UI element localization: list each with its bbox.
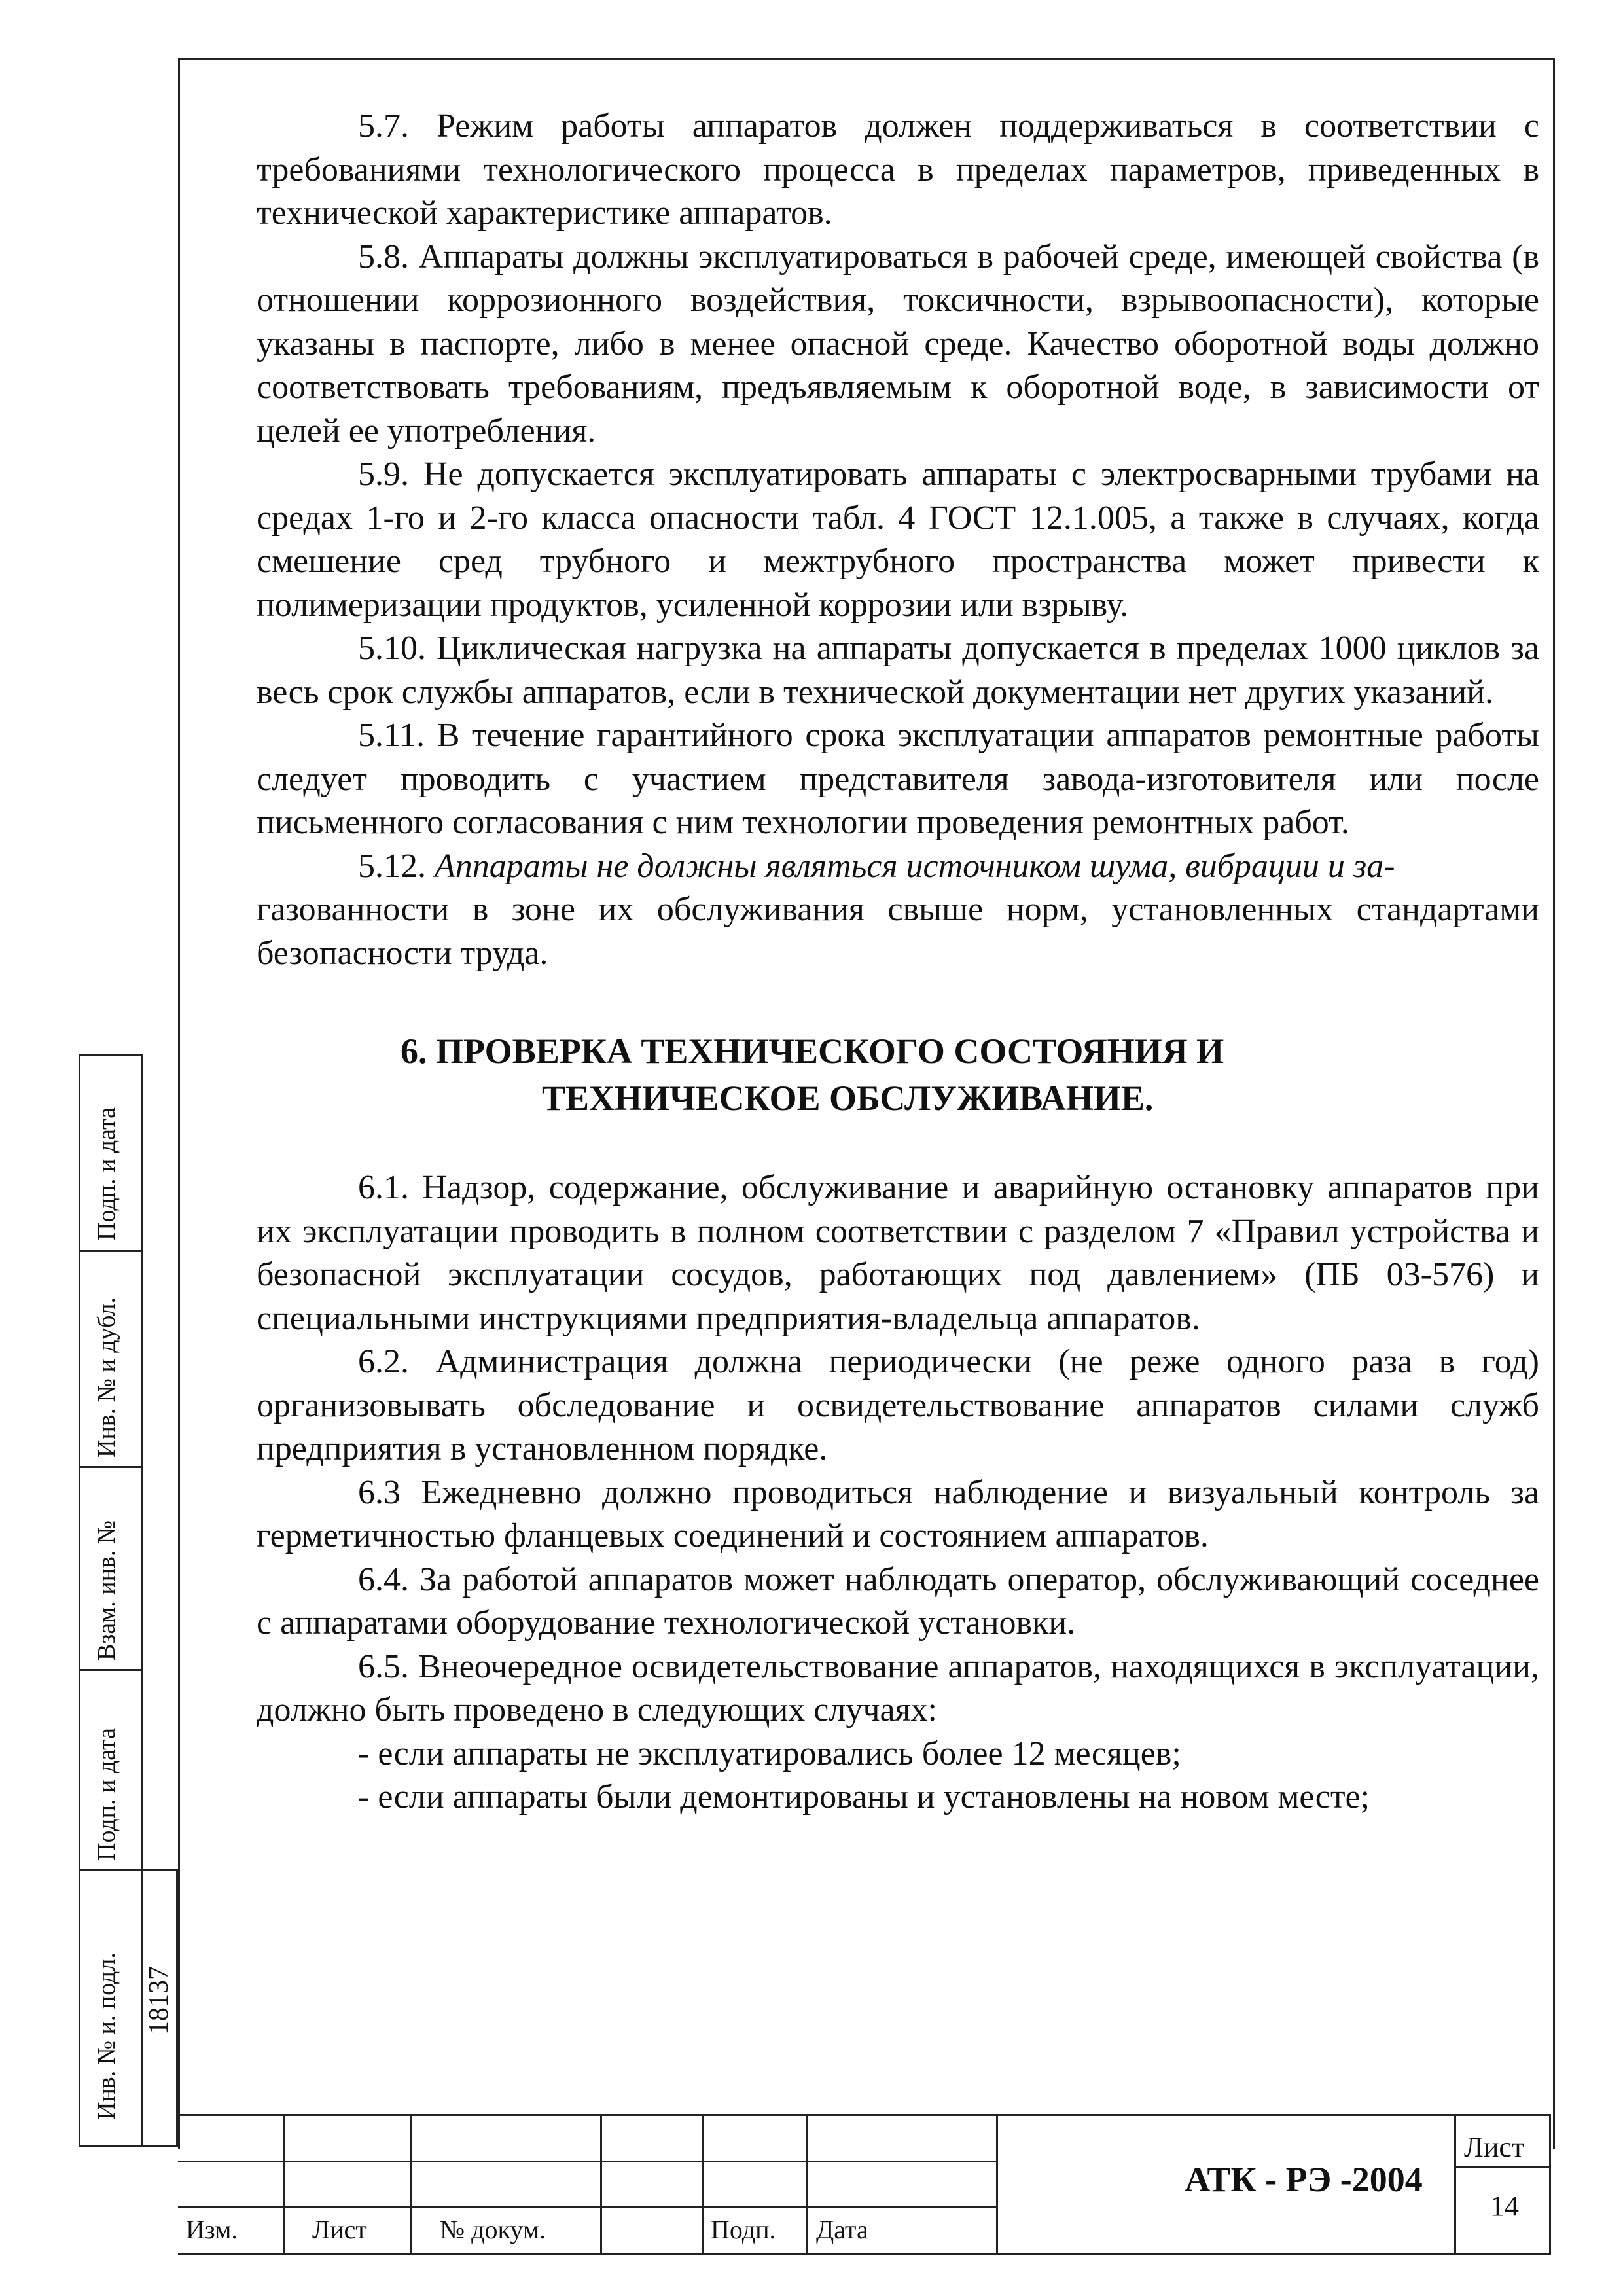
- label-vzam-inv: Взам. инв. №: [93, 1520, 120, 1660]
- paragraph-5-11: 5.11. В течение гарантийного срока эксплуатации аппаратов ремонтные работы следует проводить с участием представителя завода-изготовителя или после письменного согласования с ним технологии проведения ремонтных работ.: [257, 717, 1539, 841]
- strip-cell: [80, 1056, 141, 1252]
- label-podp-data-bottom: Подп. и дата: [93, 1727, 120, 1861]
- list-item: - если аппараты не эксплуатировались более 12 месяцев;: [358, 1734, 1181, 1772]
- paragraph-5-9: 5.9. Не допускается эксплуатировать аппараты с электросварными трубами на средах 1-го и 2-го класса опасности табл. 4 ГОСТ 12.1.005, а также в случаях, когда смешение сред трубного и межтрубного пространства может привести к полимеризации продуктов, усиленной коррозии или взрыву.: [257, 456, 1539, 624]
- paragraph-5-12-rest: газованности в зоне их обслуживания свыше норм, установленных стандартами безопасности труда.: [257, 891, 1539, 972]
- paragraph-5-12-number: 5.12.: [358, 847, 426, 885]
- strip-cell: [80, 1252, 141, 1468]
- column-dokum: № докум.: [440, 2215, 546, 2244]
- paragraph-6-4: 6.4. За работой аппаратов может наблюдать оператор, обслуживающий соседнее с аппаратами оборудование технологической установки.: [257, 1560, 1539, 1641]
- section-6-heading: [257, 1028, 1539, 1122]
- strip-cell: [80, 1468, 141, 1671]
- paragraph-5-10: 5.10. Циклическая нагрузка на аппараты допускается в пределах 1000 циклов за весь срок службы аппаратов, если в технической документации нет других указаний.: [257, 630, 1539, 711]
- paragraph-6-3: 6.3 Ежедневно должно проводиться наблюдение и визуальный контроль за герметичностью фланцевых соединений и состоянием аппаратов.: [257, 1473, 1539, 1554]
- paragraph-5-12: [257, 845, 1539, 976]
- paragraph-5-8: 5.8. Аппараты должны эксплуатироваться в рабочей среде, имеющей свойства (в отношении коррозионного воздействия, токсичности, взрывоопасности), которые указаны в паспорте, либо в менее опасной среде. Качество оборотной воды должно соответствовать требованиям, предъявляемым к оборотной воде, в зависимости от целей ее употребления.: [257, 238, 1539, 450]
- paragraph-5-7: 5.7. Режим работы аппаратов должен поддерживаться в соответствии с требованиями технологического процесса в пределах параметров, приведенных в технической характеристике аппаратов.: [257, 107, 1539, 232]
- column-podp: Подп.: [711, 2215, 776, 2244]
- strip-label-column: [79, 1054, 143, 2147]
- left-stamp-strip: [79, 1054, 178, 2147]
- column-izm: Изм.: [186, 2215, 238, 2244]
- strip-value-column: [137, 1869, 178, 2147]
- inv-number: 18137: [144, 1966, 174, 2035]
- column-data: Дата: [816, 2215, 868, 2244]
- document-code: АТК - РЭ -2004: [1185, 2160, 1423, 2199]
- label-inv-podl: Инв. № и. подл.: [93, 1952, 120, 2120]
- title-block: [178, 2114, 1551, 2255]
- paragraph-6-2: 6.2. Администрация должна периодически (не реже одного раза в год) организовывать обследование и освидетельствование аппаратов силами служб предприятия в установленном порядке.: [257, 1343, 1539, 1467]
- strip-cell: [80, 1671, 141, 1871]
- sheet-label: Лист: [1464, 2131, 1525, 2163]
- paragraph-6-1: 6.1. Надзор, содержание, обслуживание и аварийную остановку аппаратов при их эксплуатации проводить в полном соответствии с разделом 7 «Правил устройства и безопасной эксплуатации сосудов, работающих под давлением» (ПБ 03-576) и специальными инструкциями предприятия-владельца аппаратов.: [257, 1169, 1539, 1337]
- column-list: Лист: [312, 2215, 367, 2244]
- sheet-number: 14: [1490, 2190, 1519, 2222]
- paragraph-5-12-italic: Аппараты не должны являться источником шума, вибрации и за-: [435, 847, 1395, 885]
- paragraph-6-5: 6.5. Внеочередное освидетельствование аппаратов, находящихся в эксплуатации, должно быть проведено в следующих случаях:: [257, 1647, 1539, 1729]
- list-item: - если аппараты были демонтированы и установлены на новом месте;: [358, 1778, 1370, 1816]
- label-inv-dubl: Инв. № и дубл.: [93, 1297, 120, 1458]
- document-body: [257, 105, 1539, 1820]
- section-6-heading-line1: 6. ПРОВЕРКА ТЕХНИЧЕСКОГО СОСТОЯНИЯ И: [401, 1031, 1224, 1071]
- section-6-heading-line2: ТЕХНИЧЕСКОЕ ОБСЛУЖИВАНИЕ.: [542, 1079, 1154, 1118]
- strip-cell: [80, 1871, 141, 2145]
- label-podp-data-top: Подп. и дата: [93, 1107, 120, 1240]
